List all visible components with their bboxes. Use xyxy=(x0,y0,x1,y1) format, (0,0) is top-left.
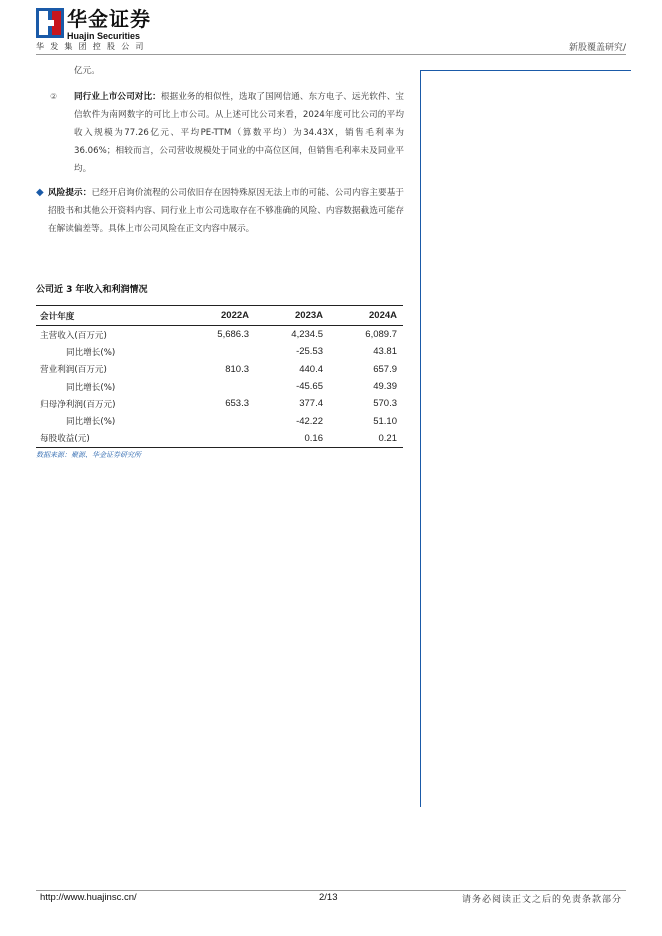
table-cell: 653.3 xyxy=(225,398,249,410)
table-cell: -42.22 xyxy=(296,415,323,427)
row-label: 主营收入(百万元) xyxy=(40,330,107,341)
table-cell: 6,089.7 xyxy=(365,329,397,341)
table-cell: 51.10 xyxy=(373,415,397,427)
row-label: 同比增长(%) xyxy=(66,347,116,358)
huajin-logo-icon xyxy=(36,8,64,38)
website-link[interactable]: http://www.huajinsc.cn/ xyxy=(40,892,137,903)
page-number: 2/13 xyxy=(319,892,338,903)
financial-table xyxy=(36,305,403,448)
row-label: 归母净利润(百万元) xyxy=(40,399,116,410)
brand-name-cn: 华金证券 xyxy=(67,7,151,31)
sidebar-frame xyxy=(420,70,631,807)
peer-comparison-title: 同行业上市公司对比： xyxy=(74,92,161,102)
table-header-cell: 2023A xyxy=(255,306,329,326)
circled-number-bullet: ② xyxy=(50,92,58,101)
peer-comparison-text: 根据业务的相似性，选取了国网信通、东方电子、远光软件、宝信软件为南网数字的可比上市公司。从上述可比公司来看，2024年度可比公司的平均收入规模为77.26亿元、平均PE-TTM（算数平均）为34.43X，销售毛利率为36.06%；相较而言，公司营收规模处于同业的中高位区间，但销售毛利率未及同业平均。 xyxy=(74,92,404,174)
continued-text: 亿元。 xyxy=(74,66,100,76)
header-divider xyxy=(36,54,626,55)
table-cell: 5,686.3 xyxy=(217,329,249,341)
table-cell: -25.53 xyxy=(296,346,323,358)
footer-divider xyxy=(36,890,626,891)
table-row xyxy=(36,343,403,360)
brand-subtitle: 华发集团控股公司 xyxy=(36,42,150,51)
risk-warning xyxy=(36,184,404,238)
table-header-cell: 会计年度 xyxy=(36,306,181,326)
disclaimer-note: 请务必阅读正文之后的免责条款部分 xyxy=(461,895,622,905)
risk-title: 风险提示： xyxy=(48,188,92,198)
table-cell: 0.21 xyxy=(329,430,403,448)
table-cell: 657.9 xyxy=(373,363,397,375)
table-cell: 49.39 xyxy=(373,381,397,393)
table-cell xyxy=(181,378,255,395)
table-row xyxy=(36,430,403,448)
row-label: 同比增长(%) xyxy=(66,382,116,393)
table-cell xyxy=(181,412,255,429)
table-cell: 810.3 xyxy=(225,363,249,375)
table-cell: 440.4 xyxy=(299,363,323,375)
row-label: 每股收益(元) xyxy=(36,430,181,448)
table-row xyxy=(36,326,403,344)
brand-name-en: Huajin Securities xyxy=(67,31,141,41)
table-row xyxy=(36,395,403,412)
peer-comparison-item xyxy=(36,88,404,178)
diamond-bullet-icon: ◆ xyxy=(36,187,44,198)
table-cell: 4,234.5 xyxy=(291,329,323,341)
main-content xyxy=(36,62,404,238)
table-cell xyxy=(181,430,255,448)
data-source-note: 数据来源：聚源、华金证券研究所 xyxy=(36,451,141,459)
row-label: 营业利润(百万元) xyxy=(40,365,107,376)
row-label: 同比增长(%) xyxy=(66,417,116,428)
table-row xyxy=(36,378,403,395)
table-cell: 377.4 xyxy=(299,398,323,410)
table-cell: -45.65 xyxy=(296,381,323,393)
table-header-cell: 2022A xyxy=(181,306,255,326)
table-cell xyxy=(181,343,255,360)
table-row xyxy=(36,361,403,378)
table-header-row xyxy=(36,306,403,326)
table-cell: 0.16 xyxy=(255,430,329,448)
table-header-cell: 2024A xyxy=(329,306,403,326)
table-cell: 570.3 xyxy=(373,398,397,410)
table-row xyxy=(36,412,403,429)
report-type: 新股覆盖研究/ xyxy=(568,43,626,53)
risk-text: 已经开启询价流程的公司依旧存在因特殊原因无法上市的可能、公司内容主要基于招股书和其他公开资料内容、同行业上市公司选取存在不够准确的风险、内容数据截选可能存在解读偏差等。具体上市公司风险在正文内容中展示。 xyxy=(48,188,404,234)
table-title: 公司近 3 年收入和利润情况 xyxy=(36,285,148,295)
company-logo xyxy=(36,8,196,54)
table-cell: 43.81 xyxy=(373,346,397,358)
